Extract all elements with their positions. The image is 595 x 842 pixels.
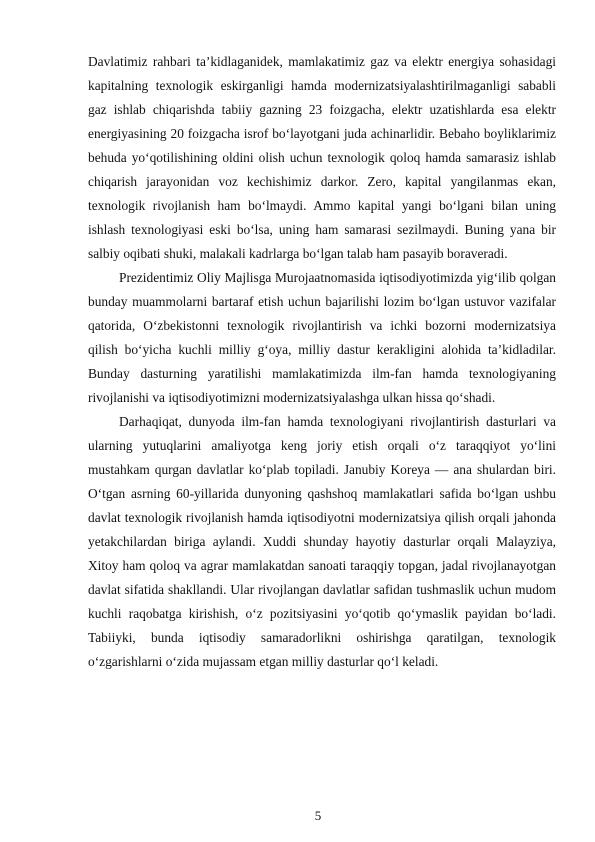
paragraph-1: Davlatimiz rahbari ta’kidlaganidek, mamlakatimiz gaz va elektr energiya sohasidagi kapitalning texnologik eskirganligi hamda modernizatsiyalashtirilmaganligi sababli gaz ishlab chiqarishda tabiiy gazning 23 foizgacha, elektr uzatishlarda esa elektr energiyasining 20 foizgacha isrof bo‘layotgani juda achinarlidir. Bebaho boyliklarimiz behuda yo‘qotilishining oldini olish uchun texnologik qoloq hamda samarasiz ishlab chiqarish jarayonidan voz kechishimiz darkor. Zero, kapital yangilanmas ekan, texnologik rivojlanish ham bo‘lmaydi. Ammo kapital yangi bo‘lgani bilan uning ishlash texnologiyasi eski bo‘lsa, uning ham samarasi sezilmaydi. Buning yana bir salbiy oqibati shuki, malakali kadrlarga bo‘lgan talab ham pasayib boraveradi. (88, 54, 556, 261)
paragraph-3: Darhaqiqat, dunyoda ilm-fan hamda texnologiyani rivojlantirish dasturlari va ularning yutuqlarini amaliyotga keng joriy etish orqali o‘z taraqqiyot yo‘lini mustahkam qurgan davlatlar ko‘plab topiladi. Janubiy Koreya — ana shulardan biri. O‘tgan asrning 60-yillarida dunyoning qashshoq mamlakatlari safida bo‘lgan ushbu davlat texnologik rivojlanish hamda iqtisodiyotni modernizatsiya qilish orqali jahonda yetakchilardan biriga aylandi. Xuddi shunday hayotiy dasturlar orqali Malayziya, Xitoy ham qoloq va agrar mamlakatdan sanoati taraqqiy topgan, jadal rivojlanayotgan davlat sifatida shakllandi. Ular rivojlangan davlatlar safidan tushmaslik uchun mudom kuchli raqobatga kirishish, o‘z pozitsiyasini yo‘qotib qo‘ymaslik payidan bo‘ladi. Tabiiyki, bunda iqtisodiy samaradorlikni oshirishga qaratilgan, texnologik o‘zgarishlarni o‘zida mujassam etgan milliy dasturlar qo‘l keladi. (88, 414, 556, 669)
paragraph-2: Prezidentimiz Oliy Majlisga Murojaatnomasida iqtisodiyotimizda yig‘ilib qolgan bunday muammolarni bartaraf etish uchun bajarilishi lozim bo‘lgan ustuvor vazifalar qatorida, O‘zbekistonni texnologik rivojlantirish va ichki bozorni modernizatsiya qilish bo‘yicha kuchli milliy g‘oya, milliy dastur kerakligini alohida ta’kidladilar. Bunday dasturning yaratilishi mamlakatimizda ilm-fan hamda texnologiyaning rivojlanishi va iqtisodiyotimizni modernizatsiyalashga ulkan hissa qo‘shadi. (88, 270, 556, 405)
page-number: 5 (314, 808, 322, 823)
document-body (88, 50, 556, 674)
